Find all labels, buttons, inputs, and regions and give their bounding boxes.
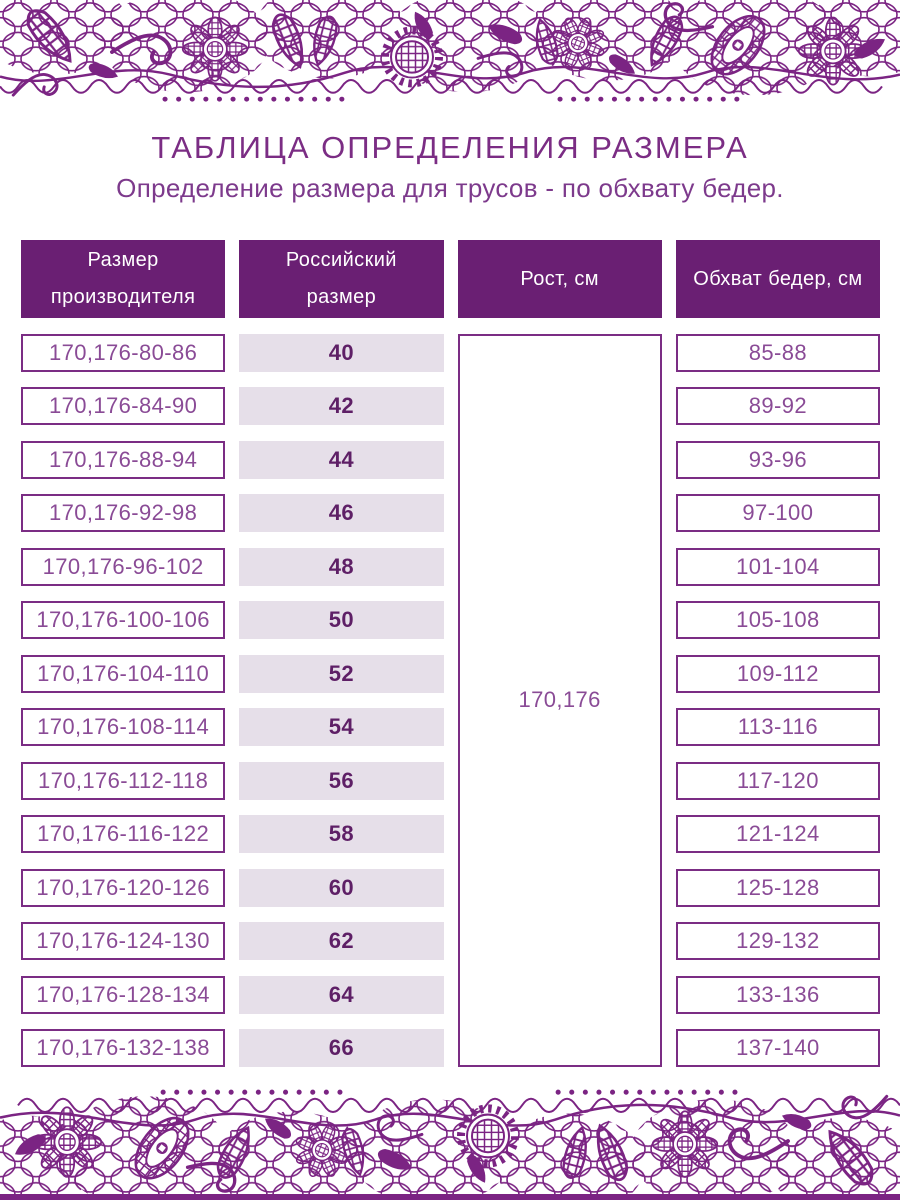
hip-girth-cell: 133-136 <box>676 976 880 1014</box>
hip-girth-cell: 121-124 <box>676 815 880 853</box>
bottom-accent-bar <box>0 1194 900 1200</box>
manufacturer-size-cell: 170,176-120-126 <box>21 869 225 907</box>
page-subtitle: Определение размера для трусов - по обхвату бедер. <box>116 173 784 203</box>
russian-size-cell: 66 <box>239 1029 443 1067</box>
manufacturer-size-cell: 170,176-84-90 <box>21 387 225 425</box>
hip-girth-cell: 101-104 <box>676 548 880 586</box>
russian-size-cell: 44 <box>239 441 443 479</box>
manufacturer-size-cell: 170,176-108-114 <box>21 708 225 746</box>
hip-girth-cell: 109-112 <box>676 655 880 693</box>
hip-girth-cell: 105-108 <box>676 601 880 639</box>
hip-girth-cell: 97-100 <box>676 494 880 532</box>
russian-size-cell: 50 <box>239 601 443 639</box>
col-header-height <box>458 240 662 318</box>
col-header-manufacturer-size-label: Размер производителя <box>50 249 196 308</box>
height-merged-cell: 170,176 <box>458 334 662 1068</box>
russian-size-cell: 54 <box>239 708 443 746</box>
hip-girth-cell: 117-120 <box>676 762 880 800</box>
russian-size-cell: 46 <box>239 494 443 532</box>
manufacturer-size-cell: 170,176-80-86 <box>21 334 225 372</box>
manufacturer-size-cell: 170,176-100-106 <box>21 601 225 639</box>
russian-size-cell: 62 <box>239 922 443 960</box>
manufacturer-size-cell: 170,176-112-118 <box>21 762 225 800</box>
russian-size-cell: 60 <box>239 869 443 907</box>
manufacturer-size-cell: 170,176-124-130 <box>21 922 225 960</box>
col-header-hip-girth <box>676 240 880 318</box>
hip-girth-cell: 93-96 <box>676 441 880 479</box>
col-header-russian-size <box>239 240 443 318</box>
hip-girth-cell: 137-140 <box>676 1029 880 1067</box>
manufacturer-size-cell: 170,176-92-98 <box>21 494 225 532</box>
col-header-manufacturer-size <box>21 240 225 318</box>
hip-girth-cell: 125-128 <box>676 869 880 907</box>
page-title: ТАБЛИЦА ОПРЕДЕЛЕНИЯ РАЗМЕРА <box>151 130 749 165</box>
manufacturer-size-cell: 170,176-104-110 <box>21 655 225 693</box>
russian-size-cell: 56 <box>239 762 443 800</box>
hip-girth-cell: 129-132 <box>676 922 880 960</box>
hip-girth-cell: 113-116 <box>676 708 880 746</box>
col-header-height-label: Рост, см <box>520 267 599 290</box>
russian-size-cell: 52 <box>239 655 443 693</box>
russian-size-cell: 42 <box>239 387 443 425</box>
manufacturer-size-cell: 170,176-88-94 <box>21 441 225 479</box>
manufacturer-size-cell: 170,176-96-102 <box>21 548 225 586</box>
russian-size-cell: 48 <box>239 548 443 586</box>
russian-size-cell: 40 <box>239 334 443 372</box>
col-header-russian-size-label: Российский размер <box>285 249 397 308</box>
size-table <box>21 240 880 1067</box>
lace-ornament-top-icon <box>0 0 900 108</box>
manufacturer-size-cell: 170,176-132-138 <box>21 1029 225 1067</box>
col-header-hip-girth-label: Обхват бедер, см <box>693 267 863 290</box>
manufacturer-size-cell: 170,176-128-134 <box>21 976 225 1014</box>
russian-size-cell: 64 <box>239 976 443 1014</box>
russian-size-cell: 58 <box>239 815 443 853</box>
hip-girth-cell: 89-92 <box>676 387 880 425</box>
manufacturer-size-cell: 170,176-116-122 <box>21 815 225 853</box>
hip-girth-cell: 85-88 <box>676 334 880 372</box>
lace-ornament-bottom-icon <box>0 1083 900 1195</box>
